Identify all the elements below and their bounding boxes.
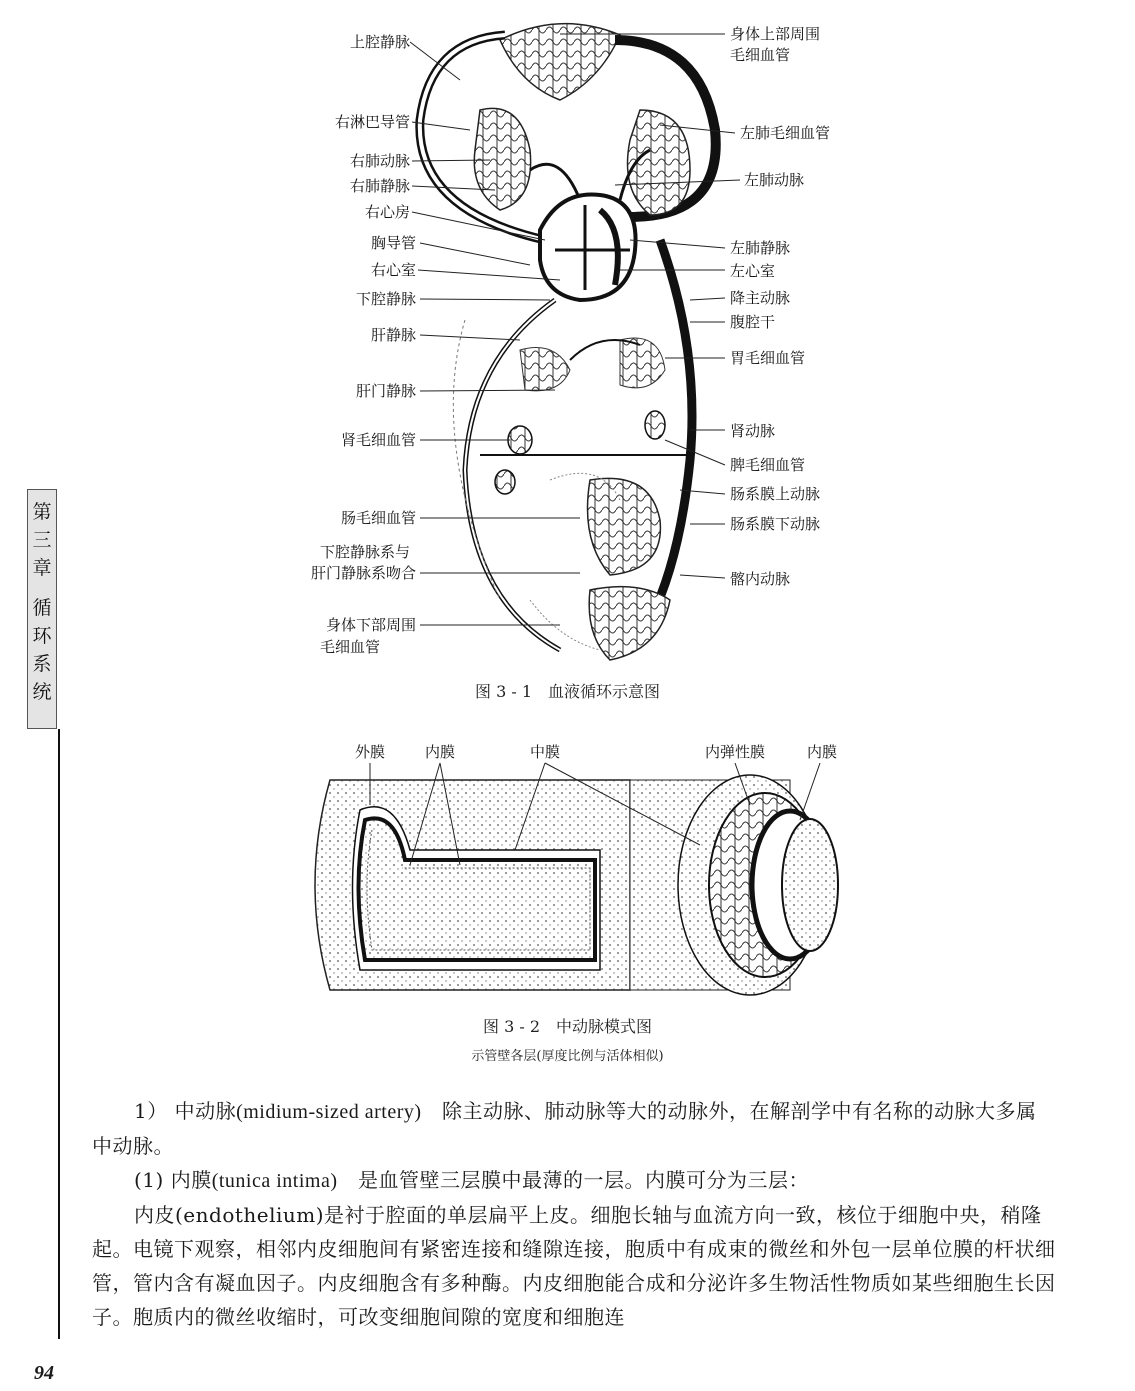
p2-term: 内膜(tunica intima): [170, 1170, 338, 1192]
label-intima-left: 内膜: [424, 743, 456, 761]
p2-number: (1): [134, 1168, 164, 1192]
p1-term: 中动脉(midium-sized artery): [174, 1101, 422, 1123]
figure1-caption: 图 3 - 1 血液循环示意图: [474, 682, 661, 701]
label-superior-mesenteric-artery: 肠系膜上动脉: [730, 485, 821, 503]
label-spleen-capillaries: 脾毛细血管: [730, 456, 806, 474]
label-right-lymphatic-duct: 右淋巴导管: [334, 113, 410, 131]
label-inferior-mesenteric-artery: 肠系膜下动脉: [730, 515, 821, 533]
label-hepatic-portal-vein: 肝门静脉: [355, 382, 416, 400]
label-left-ventricle: 左心室: [730, 262, 776, 280]
label-lower-body-line1: 身体下部周围: [325, 616, 416, 634]
stomach-capillaries: [620, 338, 665, 388]
label-kidney-capillaries: 肾毛细血管: [340, 431, 416, 449]
right-lung-capillaries: [474, 108, 530, 210]
label-upper-body-line2: 毛细血管: [730, 46, 791, 64]
label-descending-aorta: 降主动脉: [730, 289, 791, 307]
paragraph-intima: [92, 1163, 1057, 1198]
tube-lumen-end: [782, 819, 838, 951]
label-right-pulmonary-artery: 右肺动脉: [349, 152, 410, 170]
lower-body-capillaries: [589, 587, 670, 660]
label-right-ventricle: 右心室: [370, 261, 416, 279]
label-anastomosis-line1: 下腔静脉系与: [319, 543, 410, 561]
body-text: [92, 1094, 1057, 1334]
label-media: 中膜: [529, 743, 561, 761]
label-internal-elastic-membrane: 内弹性膜: [704, 743, 766, 761]
label-right-atrium: 右心房: [364, 203, 410, 221]
upper-body-capillaries: [500, 24, 620, 100]
p1-number: 1）: [134, 1099, 168, 1123]
kidney-capillaries: [508, 426, 532, 454]
heart: [540, 194, 636, 300]
label-adventitia: 外膜: [354, 743, 386, 761]
artery-model-diagram: [0, 735, 1135, 1005]
chapter-title-char: 统: [32, 681, 52, 703]
label-renal-artery: 肾动脉: [730, 422, 776, 440]
label-internal-iliac-artery: 髂内动脉: [730, 570, 791, 588]
label-left-lung-capillaries: 左肺毛细血管: [740, 124, 831, 142]
chapter-title-char: 环: [32, 625, 52, 647]
label-intestine-capillaries: 肠毛细血管: [340, 509, 416, 527]
label-intima-right: 内膜: [806, 743, 838, 761]
liver-capillaries: [520, 348, 570, 391]
paragraph-endothelium: [92, 1198, 1057, 1334]
p1-text: 除主动脉、肺动脉等大的动脉外，在解剖学中有名称的动脉大多属中动脉。: [92, 1099, 1037, 1158]
label-inferior-vena-cava: 下腔静脉: [355, 290, 416, 308]
chapter-char-2: 三: [32, 529, 52, 551]
label-left-pulmonary-artery: 左肺动脉: [744, 171, 805, 189]
figure2-caption: 图 3 - 2 中动脉模式图: [482, 1017, 653, 1036]
chapter-title-char: 循: [32, 597, 52, 619]
intestine-capillaries: [588, 478, 661, 575]
label-left-pulmonary-vein: 左肺静脉: [730, 239, 791, 257]
label-lower-body-line2: 毛细血管: [319, 638, 380, 656]
label-anastomosis-line2: 肝门静脉系吻合: [310, 564, 416, 582]
label-upper-body-line1: 身体上部周围: [730, 25, 821, 43]
chapter-char-1: 第: [32, 501, 52, 523]
label-right-pulmonary-vein: 右肺静脉: [349, 177, 410, 195]
paragraph-medium-artery: [92, 1094, 1057, 1163]
label-hepatic-vein: 肝静脉: [370, 326, 416, 344]
p2-text: 是血管壁三层膜中最薄的一层。内膜可分为三层：: [358, 1168, 809, 1192]
label-stomach-capillaries: 胃毛细血管: [730, 349, 806, 367]
p3-text: 内皮(endothelium)是衬于腔面的单层扁平上皮。细胞长轴与血流方向一致，核位于细胞中央，稍隆起。电镜下观察，相邻内皮细胞间有紧密连接和缝隙连接，胞质中有成束的微丝和外包一层单位膜的杆状细管，管内含有凝血因子。内皮细胞含有多种酶。内皮细胞能合成和分泌许多生物活性物质如某些细胞生长因子。胞质内的微丝收缩时，可改变细胞间隙的宽度和细胞连: [92, 1203, 1056, 1329]
figure2-subcaption: 示管壁各层(厚度比例与活体相似): [471, 1049, 664, 1064]
chapter-title-char: 系: [32, 653, 52, 675]
label-superior-vena-cava: 上腔静脉: [349, 33, 410, 51]
chapter-char-3: 章: [32, 557, 52, 579]
page-number: 94: [34, 1362, 54, 1384]
label-thoracic-duct: 胸导管: [370, 234, 416, 252]
label-celiac-trunk: 腹腔干: [730, 313, 776, 331]
